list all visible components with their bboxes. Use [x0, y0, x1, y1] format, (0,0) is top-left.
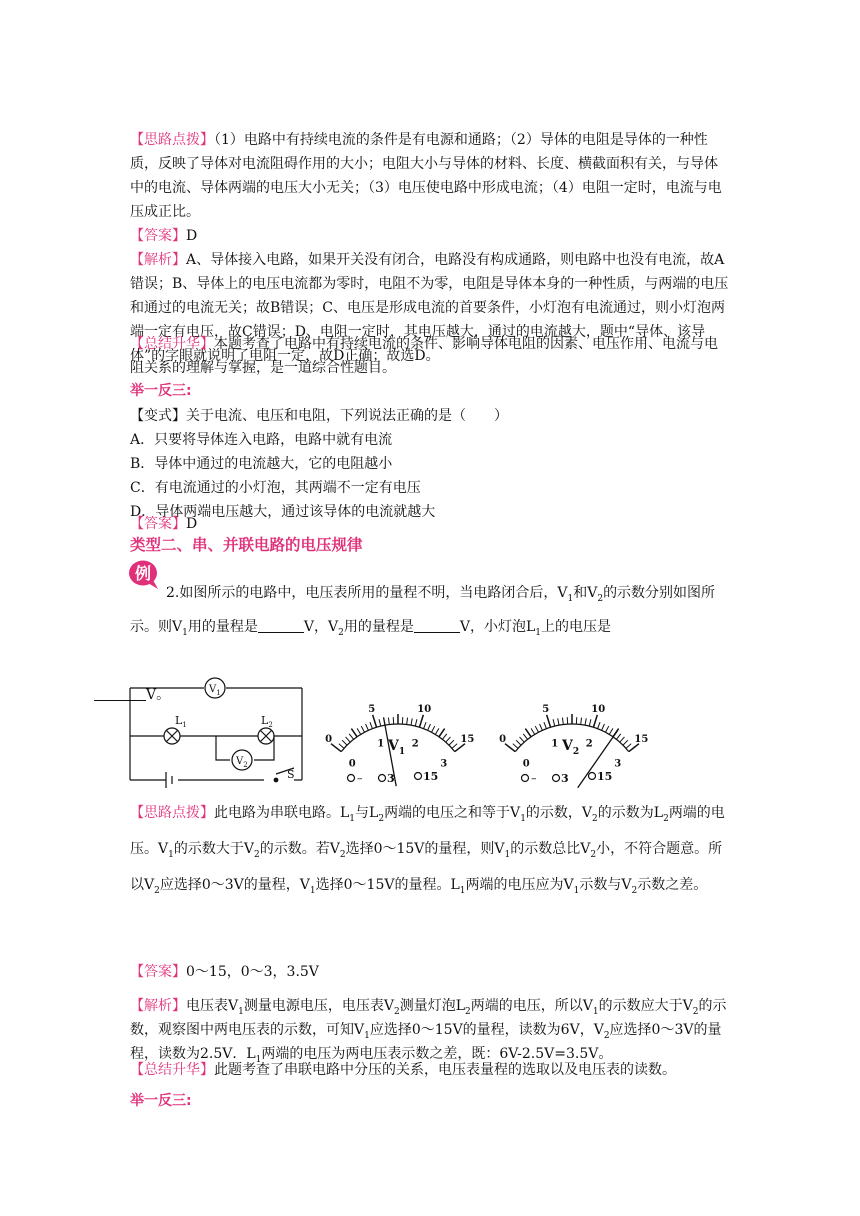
- summary-1: 【总结升华】本题考查了电路中有持续电流的条件、影响导体电阻的因素、电压作用、电流与电阻关系的理解与掌握，是一道综合性题目。: [130, 336, 718, 376]
- analysis-2: 【解析】电压表$V_1$测量电源电压，电压表$V_2$测量灯泡$L_2$两端的电压，所以$V_1$的示数应大于$V_2$的示数，观察图中两电压表的示数，可知$V_1$应选择0～15V的量程，读数为6V，$V_2$应选择0～3V的量程，读数为2.5V．$L_1$两端的电压为两电压表示数之差，既：6V-2.5V=3.5V。: [130, 998, 727, 1065]
- answer-blank-2[interactable]: [414, 618, 460, 633]
- variant-question: [130, 404, 730, 524]
- svg-text:15: 15: [597, 770, 613, 783]
- circuit-v2-label: $V_2$: [236, 756, 248, 769]
- circuit-switch-label: S: [287, 768, 295, 781]
- meter-bottom-scale-label: 0: [522, 758, 530, 770]
- thinking-hint-2: 【思路点拨】此电路为串联电路。$L_1$与$L_2$两端的电压之和等于$V_1$的示数，$V_2$的示数为$L_2$两端的电压。$V_1$的示数大于$V_2$的示数。若$V_2$选择0～15V的量程，则$V_1$的示数总比$V_2$小，不符合题意。所以$V_2$应选择0～3V的量程，$V_1$选择0～15V的量程。$L_1$两端的电压应为$V_1$示数与$V_2$示数之差。: [130, 805, 725, 896]
- meter-bottom-scale-label: 1: [377, 738, 385, 750]
- meter-top-scale-label: 10: [591, 703, 606, 715]
- circuit-l2-label: $L_2$: [261, 714, 273, 729]
- practice-heading-1: 举一反三:: [130, 383, 192, 399]
- negative-terminal: [522, 775, 529, 782]
- summary-2: 【总结升华】此题考查了串联电路中分压的关系，电压表量程的选取以及电压表的读数。: [130, 1062, 676, 1078]
- terminal-15: [415, 773, 422, 780]
- question-2: 2.如图所示的电路中，电压表所用的量程不明，当电路闭合后，$V_1$和$V_2$的示数分别如图所示。则$V_1$用的量程是 V，$V_2$用的量程是 V，小灯泡$L_1$上的电压是 V。: [130, 576, 730, 712]
- meter-bottom-scale-label: 0: [348, 758, 356, 770]
- negative-terminal: [348, 775, 355, 782]
- svg-text:15: 15: [423, 770, 439, 783]
- svg-text:–: –: [531, 772, 537, 785]
- variant-option-a: A．只要将导体连入电路，电路中就有电流: [130, 432, 393, 448]
- circuit-v1-label: $V_1$: [209, 684, 221, 697]
- svg-text:3: 3: [561, 772, 569, 785]
- terminal-15: [589, 773, 596, 780]
- circuit-l1-label: $L_1$: [175, 714, 187, 729]
- section-heading-type-2: 类型二、串、并联电路的电压规律: [130, 536, 363, 554]
- variant-option-c: C．有电流通过的小灯泡，其两端不一定有电压: [130, 480, 421, 496]
- thinking-hint-tag: 【思路点拨】: [130, 132, 214, 148]
- meter-bottom-scale-label: 3: [440, 758, 448, 770]
- svg-text:–: –: [357, 772, 363, 785]
- variant-option-d: D．导体两端电压越大，通过该导体的电流就越大: [130, 504, 436, 520]
- meter-top-scale-label: 0: [499, 733, 507, 745]
- practice-heading-2: 举一反三:: [130, 1093, 192, 1109]
- meter-bottom-scale-label: 1: [551, 738, 559, 750]
- terminal-3: [379, 775, 386, 782]
- meter-bottom-scale-label: 3: [614, 758, 622, 770]
- meter-bottom-scale-label: 2: [411, 738, 419, 750]
- meter-name: $V_1$: [388, 738, 406, 757]
- meter-top-scale-label: 5: [368, 703, 376, 715]
- variant-stem: 【变式】关于电流、电压和电阻，下列说法正确的是（ ）: [130, 408, 508, 424]
- meter-top-scale-label: 10: [417, 703, 432, 715]
- answer-2: 【答案】D: [130, 516, 198, 532]
- analysis-1: 【解析】A、导体接入电路，如果开关没有闭合，电路没有构成通路，则电路中也没有电流，故A错误；B、导体上的电压电流都为零时，电阻不为零，电阻是导体本身的一种性质，与两端的电压和通过的电流无关；故B错误；C、电压是形成电流的首要条件，小灯泡有电流通过，则小灯泡两端一定有电压，故C错误；D、电阻一定时，其电压越大，通过的电流越大，题中“导体、该导体”的字眼就说明了电阻一定，故D正确；故选D。: [130, 252, 729, 364]
- meter-top-scale-label: 15: [634, 733, 649, 745]
- thinking-hint-1: 【思路点拨】（1）电路中有持续电流的条件是有电源和通路；（2）导体的电阻是导体的一种性质，反映了导体对电流阻碍作用的大小；电阻大小与导体的材料、长度、横截面积有关，与导体中的电流、导体两端的电压大小无关；（3）电压使电路中形成电流；（4）电阻一定时，电流与电压成正比。: [130, 132, 722, 220]
- meter-name: $V_2$: [562, 738, 580, 757]
- meter-top-scale-label: 0: [325, 733, 333, 745]
- meter-bottom-scale-label: 2: [585, 738, 593, 750]
- svg-text:3: 3: [387, 772, 395, 785]
- voltmeter-v2: [499, 704, 648, 788]
- answer-3: 【答案】0～15，0～3，3.5V: [130, 964, 319, 980]
- meter-top-scale-label: 5: [542, 703, 550, 715]
- variant-option-b: B．导体中通过的电流越大，它的电阻越小: [130, 456, 393, 472]
- answer-1: 【答案】D: [130, 228, 198, 244]
- terminal-3: [553, 775, 560, 782]
- voltmeter-v1: [325, 704, 474, 786]
- answer-blank-1[interactable]: [258, 618, 304, 633]
- meter-top-scale-label: 15: [460, 733, 475, 745]
- example-badge-label: 例: [134, 564, 152, 583]
- circuit-figure: [126, 678, 649, 790]
